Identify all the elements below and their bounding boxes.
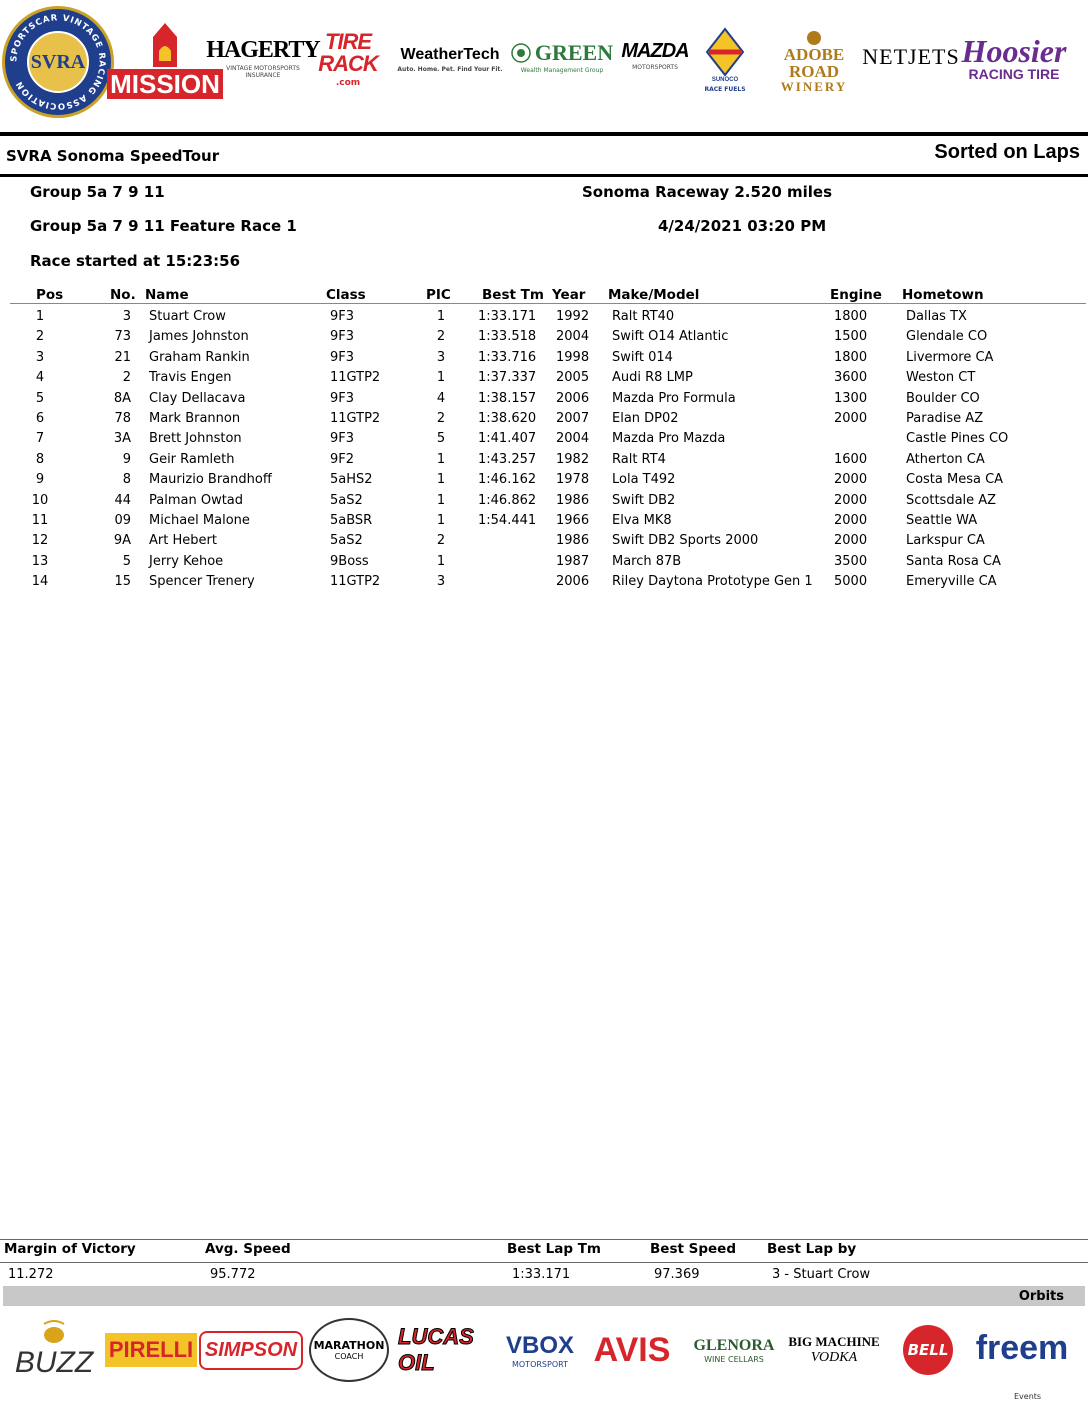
cell-pos: 2 <box>35 329 45 345</box>
cell-best: 1:46.862 <box>478 492 537 508</box>
cell-name: Mark Brannon <box>149 411 241 426</box>
cell-no: 78 <box>114 411 131 426</box>
cell-best: 1:43.257 <box>478 451 537 467</box>
cell-year: 2006 <box>556 390 590 406</box>
adobe-road-tagline: WINERY <box>780 78 848 94</box>
cell-make: Riley Daytona Prototype Gen 1 <box>612 574 813 590</box>
cell-pos: 11 <box>31 513 49 528</box>
cell-name: James Johnston <box>149 329 249 345</box>
cell-class: 9F3 <box>330 309 355 324</box>
cell-best: 1:46.162 <box>478 472 537 488</box>
svra-ring-text: SPORTSCAR VINTAGE RACING ASSOCIATION <box>9 13 107 111</box>
race-name: Group 5a 7 9 11 Feature Race 1 <box>30 217 297 235</box>
buzz-logo <box>6 1308 102 1392</box>
pirelli-logo-text: PIRELLI <box>105 1333 197 1367</box>
cell-pos: 13 <box>31 553 49 569</box>
tirerack-logo <box>308 20 388 100</box>
cell-pos: 4 <box>35 370 45 386</box>
marathon-logo <box>302 1308 396 1392</box>
cell-class: 9F3 <box>330 329 355 345</box>
cell-best: 1:33.171 <box>478 309 537 324</box>
margin-label: Margin of Victory <box>4 1241 136 1257</box>
cell-pos: 9 <box>35 472 45 488</box>
cell-engine: 2000 <box>834 492 868 508</box>
cell-best: 1:38.157 <box>478 390 537 406</box>
column-rule <box>10 303 1086 304</box>
cell-no: 73 <box>114 329 131 345</box>
hoosier-logo-text: Hoosier <box>961 33 1067 69</box>
cell-engine: 1800 <box>834 349 868 365</box>
cell-engine: 2000 <box>834 513 868 528</box>
hoosier-tagline: RACING TIRE <box>968 66 1060 82</box>
cell-engine: 1500 <box>834 329 868 345</box>
margin-value: 11.272 <box>8 1267 54 1282</box>
freem-logo <box>974 1308 1070 1388</box>
col-pos: Pos <box>36 287 64 303</box>
col-pic: PIC <box>426 287 451 303</box>
green-logo <box>512 18 612 98</box>
col-class: Class <box>326 287 366 303</box>
buzz-logo-text: BUZZ <box>14 1346 94 1379</box>
cell-make: Elva MK8 <box>612 513 672 528</box>
cell-year: 2007 <box>556 411 590 426</box>
cell-best: 1:38.620 <box>478 411 537 426</box>
table-row <box>0 533 1088 553</box>
cell-make: Lola T492 <box>612 472 676 488</box>
cell-pic: 2 <box>436 411 446 426</box>
simpson-logo-text: SIMPSON <box>199 1331 303 1370</box>
cell-engine: 2000 <box>834 411 868 426</box>
footer-rule-mid <box>0 1262 1088 1263</box>
cell-no: 21 <box>114 349 131 365</box>
marathon-logo-text: MARATHON <box>313 1339 385 1352</box>
pirelli-logo <box>106 1308 196 1392</box>
marathon-sub: COACH <box>334 1352 364 1361</box>
cell-year: 1986 <box>556 492 590 508</box>
cell-class: 9Boss <box>330 553 369 569</box>
table-row <box>0 350 1088 370</box>
best-speed-label: Best Speed <box>650 1241 736 1257</box>
avg-speed-value: 95.772 <box>210 1267 256 1282</box>
best-speed-value: 97.369 <box>654 1267 700 1282</box>
col-year: Year <box>552 287 586 303</box>
cell-best: 1:33.518 <box>478 329 537 345</box>
weathertech-logo-text: WeatherTech <box>400 45 500 63</box>
bell-logo-text: BELL <box>903 1325 953 1375</box>
cell-best: 1:54.441 <box>478 513 537 528</box>
cell-pos: 6 <box>35 411 45 426</box>
tirerack-logo-text: TIRE RACK <box>318 29 378 77</box>
group-label: Group 5a 7 9 11 <box>30 183 165 201</box>
cell-hometown: Paradise AZ <box>906 411 984 426</box>
table-row <box>0 554 1088 574</box>
header-rule-bottom <box>0 174 1088 177</box>
cell-pos: 12 <box>31 533 49 549</box>
cell-hometown: Dallas TX <box>906 309 967 324</box>
track-label: Sonoma Raceway 2.520 miles <box>582 183 833 201</box>
cell-class: 9F2 <box>330 451 355 467</box>
col-no: No. <box>110 287 136 303</box>
cell-best: 1:37.337 <box>478 370 537 386</box>
cell-pic: 1 <box>436 309 446 324</box>
glenora-sub: WINE CELLARS <box>704 1354 764 1364</box>
cell-class: 5aS2 <box>330 533 363 549</box>
cell-no: 9 <box>122 451 131 467</box>
cell-no: 3 <box>122 309 131 324</box>
cell-class: 11GTP2 <box>330 370 381 386</box>
table-row <box>0 513 1088 533</box>
big-machine-logo <box>786 1308 882 1392</box>
table-row <box>0 452 1088 472</box>
cell-pic: 1 <box>436 370 446 386</box>
sunoco-tagline: RACE FUELS <box>704 85 746 93</box>
orbits-brand: Orbits <box>1018 1289 1064 1304</box>
cell-class: 11GTP2 <box>330 574 381 590</box>
buzz-bee-icon <box>39 1320 69 1346</box>
cell-pic: 1 <box>436 451 446 467</box>
cell-best: 1:41.407 <box>478 431 537 447</box>
cell-year: 2004 <box>556 431 590 447</box>
cell-engine: 1800 <box>834 309 868 324</box>
cell-pic: 2 <box>436 329 446 345</box>
cell-year: 1998 <box>556 349 590 365</box>
cell-pos: 3 <box>35 349 45 365</box>
cell-hometown: Seattle WA <box>906 513 978 528</box>
cell-no: 09 <box>114 513 131 528</box>
cell-year: 1986 <box>556 533 590 549</box>
netjets-logo <box>862 16 960 98</box>
cell-hometown: Boulder CO <box>906 390 980 406</box>
col-engine: Engine <box>830 287 882 303</box>
cell-hometown: Weston CT <box>906 370 976 386</box>
cell-pic: 1 <box>436 553 446 569</box>
best-lap-value: 1:33.171 <box>512 1267 571 1282</box>
cell-class: 9F3 <box>330 349 355 365</box>
vbox-logo <box>500 1308 580 1392</box>
best-lap-by-label: Best Lap by <box>767 1241 857 1257</box>
cell-name: Jerry Kehoe <box>149 553 224 569</box>
tirerack-sub: .com <box>335 78 361 89</box>
sunoco-logo <box>700 10 750 110</box>
cell-hometown: Larkspur CA <box>906 533 985 549</box>
sponsor-strip-top <box>0 0 1088 128</box>
cell-name: Clay Dellacava <box>149 390 246 406</box>
cell-no: 15 <box>114 574 131 590</box>
cell-year: 2006 <box>556 574 590 590</box>
sunoco-logo-text: SUNOCO <box>711 76 739 83</box>
cell-make: Audi R8 LMP <box>612 370 693 386</box>
cell-make: Swift DB2 Sports 2000 <box>612 533 759 549</box>
col-hometown: Hometown <box>902 287 984 303</box>
cell-pic: 3 <box>436 349 446 365</box>
avg-speed-label: Avg. Speed <box>205 1241 291 1257</box>
hagerty-logo-text: HAGERTY <box>206 37 320 64</box>
green-tagline: Wealth Management Group <box>520 66 604 74</box>
cell-engine: 5000 <box>834 574 868 590</box>
hagerty-logo <box>206 14 320 104</box>
table-row <box>0 391 1088 411</box>
green-logo-text: GREEN <box>534 39 614 65</box>
cell-engine: 2000 <box>834 472 868 488</box>
cell-engine: 2000 <box>834 533 868 549</box>
vbox-logo-text: VBOX <box>505 1331 574 1359</box>
table-row <box>0 329 1088 349</box>
cell-make: Swift O14 Atlantic <box>612 329 729 345</box>
cell-name: Travis Engen <box>149 370 232 386</box>
cell-pos: 7 <box>35 431 45 447</box>
cell-best: 1:33.716 <box>478 349 537 365</box>
hagerty-tagline: VINTAGE MOTORSPORTS INSURANCE <box>226 65 300 79</box>
cell-class: 11GTP2 <box>330 411 381 426</box>
footer-bar <box>3 1286 1085 1306</box>
cell-class: 9F3 <box>330 390 355 406</box>
cell-engine: 3600 <box>834 370 868 386</box>
cell-pic: 1 <box>436 472 446 488</box>
weathertech-tagline: Auto. Home. Pet. Find Your Fit. <box>397 65 503 73</box>
hoosier-logo <box>958 4 1070 112</box>
col-name: Name <box>145 287 189 303</box>
cell-class: 5aBSR <box>330 513 373 528</box>
adobe-road-emblem-icon <box>806 30 822 46</box>
avis-logo <box>584 1308 680 1392</box>
table-row <box>0 431 1088 451</box>
cell-pic: 3 <box>436 574 446 590</box>
cell-year: 2005 <box>556 370 590 386</box>
events-note: Events <box>1014 1392 1042 1401</box>
cell-year: 1982 <box>556 451 590 467</box>
cell-make: Mazda Pro Formula <box>612 390 736 406</box>
cell-pos: 1 <box>35 309 45 324</box>
cell-no: 8A <box>113 390 131 406</box>
cell-no: 9A <box>113 533 131 549</box>
cell-no: 2 <box>122 370 131 386</box>
cell-pos: 14 <box>31 574 49 590</box>
cell-name: Stuart Crow <box>149 309 226 324</box>
cell-pic: 5 <box>436 431 446 447</box>
cell-name: Brett Johnston <box>149 431 242 447</box>
cell-hometown: Glendale CO <box>906 329 988 345</box>
cell-hometown: Emeryville CA <box>906 574 997 590</box>
cell-no: 8 <box>122 472 131 488</box>
mission-logo-text: MISSION <box>107 69 223 99</box>
cell-class: 9F3 <box>330 431 355 447</box>
sunoco-diamond-icon <box>705 27 745 77</box>
freem-logo-text: freem <box>975 1328 1069 1367</box>
cell-no: 5 <box>122 553 131 569</box>
cell-hometown: Atherton CA <box>906 451 985 467</box>
weathertech-logo <box>397 28 503 92</box>
cell-make: Swift DB2 <box>612 492 676 508</box>
cell-pos: 5 <box>35 390 45 406</box>
table-row <box>0 472 1088 492</box>
vbox-sub: MOTORSPORT <box>511 1359 568 1369</box>
glenora-logo <box>684 1308 784 1392</box>
cell-engine: 1600 <box>834 451 868 467</box>
cell-name: Michael Malone <box>149 513 250 528</box>
cell-name: Art Hebert <box>149 533 217 549</box>
cell-pos: 10 <box>31 492 49 508</box>
cell-year: 2004 <box>556 329 590 345</box>
table-row <box>0 574 1088 594</box>
cell-pic: 1 <box>436 492 446 508</box>
lucas-oil-logo <box>398 1308 498 1392</box>
table-row <box>0 370 1088 390</box>
simpson-logo <box>204 1308 298 1392</box>
svra-logo <box>2 6 114 118</box>
svra-logo-text: SVRA <box>27 31 89 93</box>
cell-make: Ralt RT4 <box>612 451 666 467</box>
cell-make: Ralt RT40 <box>612 309 675 324</box>
cell-make: Swift 014 <box>612 349 673 365</box>
cell-make: Mazda Pro Mazda <box>612 431 726 447</box>
adobe-road-logo <box>762 18 866 104</box>
cell-pos: 8 <box>35 451 45 467</box>
best-lap-label: Best Lap Tm <box>507 1241 601 1257</box>
cell-name: Geir Ramleth <box>149 451 235 467</box>
green-seal-icon <box>511 43 531 63</box>
mazda-logo-text: MAZDA <box>621 39 689 62</box>
cell-name: Palman Owtad <box>149 492 244 508</box>
cell-make: March 87B <box>612 553 682 569</box>
netjets-logo-text: NETJETS <box>862 44 960 69</box>
cell-year: 1987 <box>556 553 590 569</box>
adobe-road-logo-text: ADOBE ROAD <box>783 44 845 81</box>
cell-name: Spencer Trenery <box>149 574 255 590</box>
table-row <box>0 493 1088 513</box>
bell-logo <box>888 1308 968 1392</box>
sort-label: Sorted on Laps <box>934 141 1080 163</box>
lucas-oil-logo-text: LUCAS OIL <box>398 1324 474 1375</box>
cell-hometown: Scottsdale AZ <box>906 492 997 508</box>
cell-pic: 2 <box>436 533 446 549</box>
glenora-logo-text: GLENORA <box>693 1336 775 1354</box>
table-row <box>0 309 1088 329</box>
cell-make: Elan DP02 <box>612 411 679 426</box>
event-title: SVRA Sonoma SpeedTour <box>6 147 220 165</box>
footer-rule <box>0 1239 1088 1240</box>
mission-logo <box>110 8 220 112</box>
best-lap-by-value: 3 - Stuart Crow <box>772 1267 871 1282</box>
cell-class: 5aHS2 <box>330 472 373 488</box>
cell-year: 1992 <box>556 309 590 324</box>
col-best-time: Best Tm <box>482 287 544 303</box>
cell-year: 1966 <box>556 513 590 528</box>
big-machine-logo-text: BIG MACHINE <box>788 1334 880 1349</box>
cell-hometown: Castle Pines CO <box>906 431 1009 447</box>
cell-hometown: Livermore CA <box>906 349 994 365</box>
col-make-model: Make/Model <box>608 287 700 303</box>
cell-name: Maurizio Brandhoff <box>149 472 272 488</box>
race-datetime: 4/24/2021 03:20 PM <box>658 217 827 235</box>
cell-no: 3A <box>113 431 131 447</box>
header-rule-top <box>0 132 1088 136</box>
mazda-tagline: MOTORSPORTS <box>632 63 678 71</box>
mazda-logo <box>618 6 692 106</box>
cell-pic: 1 <box>436 513 446 528</box>
cell-hometown: Costa Mesa CA <box>906 472 1004 488</box>
cell-year: 1978 <box>556 472 590 488</box>
cell-engine: 1300 <box>834 390 868 406</box>
cell-hometown: Santa Rosa CA <box>906 553 1001 569</box>
cell-class: 5aS2 <box>330 492 363 508</box>
avis-logo-text: AVIS <box>593 1330 671 1369</box>
cell-pic: 4 <box>436 390 446 406</box>
table-row <box>0 411 1088 431</box>
cell-engine: 3500 <box>834 553 868 569</box>
mission-bell-icon <box>145 21 185 69</box>
cell-no: 44 <box>114 492 131 508</box>
cell-name: Graham Rankin <box>149 349 250 365</box>
race-start: Race started at 15:23:56 <box>30 252 241 270</box>
big-machine-sub: VODKA <box>810 1350 858 1365</box>
